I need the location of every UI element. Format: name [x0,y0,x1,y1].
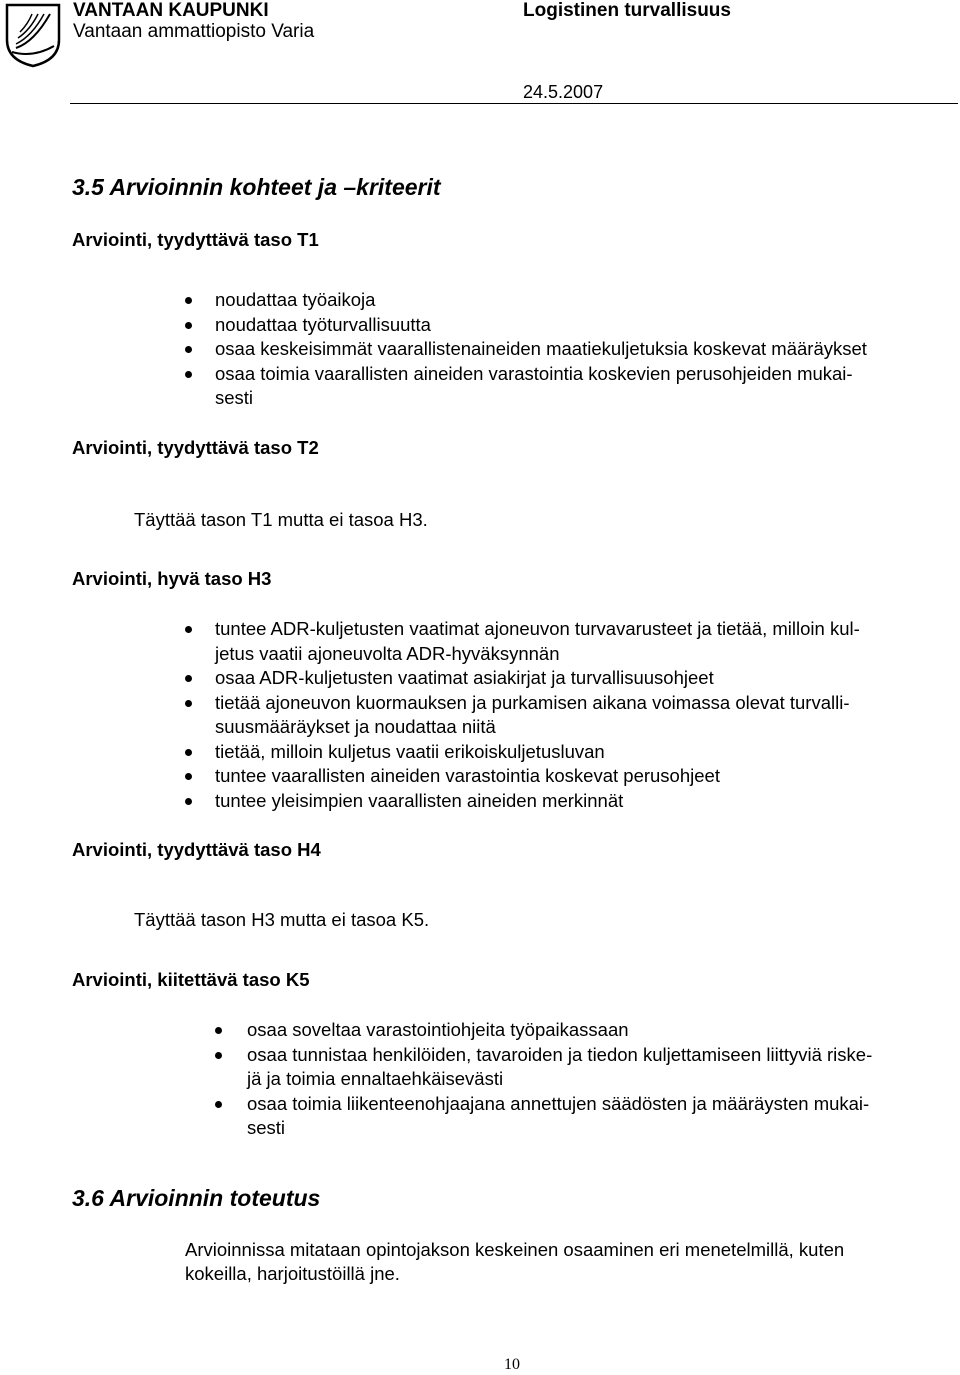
list-item: tuntee ADR-kuljetusten vaatimat ajoneuvon turvavarusteet ja tietää, milloin kul- jetus vaatii ajoneuvolta ADR-hyväksynnän [215,617,955,666]
list-item: osaa soveltaa varastointiohjeita työpaikassaan [247,1018,955,1043]
bullet-icon [185,749,192,756]
bullet-icon [185,297,192,304]
t1-heading: Arviointi, tyydyttävä taso T1 [72,229,319,250]
list-item: osaa toimia liikenteenohjaajana annettujen säädösten ja määräysten mukai- sesti [247,1092,955,1141]
bullet-icon [185,346,192,353]
h3-list [215,617,955,813]
bullet-icon [185,700,192,707]
k5-heading: Arviointi, kiitettävä taso K5 [72,969,310,990]
k5-list [247,1018,955,1141]
document-title: Logistinen turvallisuus [523,0,731,21]
page-number: 10 [504,1356,520,1373]
list-item: tietää ajoneuvon kuormauksen ja purkamisen aikana voimassa olevat turvalli- suusmääräykset ja noudattaa niitä [215,691,955,740]
list-item: noudattaa työaikoja [215,288,955,313]
section-3-6-text: Arvioinnissa mitataan opintojakson keskeinen osaaminen eri menetelmillä, kuten kokeilla, harjoitustöillä jne. [185,1239,845,1284]
section-heading-3-6: 3.6 Arvioinnin toteutus [72,1185,321,1211]
vantaa-crest-icon [4,2,62,68]
h4-heading: Arviointi, tyydyttävä taso H4 [72,839,321,860]
list-item: osaa tunnistaa henkilöiden, tavaroiden ja tiedon kuljettamiseen liittyviä riske- jä ja toimia ennaltaehkäisevästi [247,1043,955,1092]
bullet-icon [185,675,192,682]
bullet-icon [185,773,192,780]
t1-list [215,288,955,411]
list-item: tuntee yleisimpien vaarallisten aineiden merkinnät [215,789,955,814]
bullet-icon [215,1027,222,1034]
document-date: 24.5.2007 [523,82,604,102]
list-item: osaa toimia vaarallisten aineiden varastointia koskevien perusohjeiden mukai- sesti [215,362,955,411]
bullet-icon [185,371,192,378]
list-item: tietää, milloin kuljetus vaatii erikoiskuljetusluvan [215,740,955,765]
bullet-icon [185,322,192,329]
list-item: osaa keskeisimmät vaarallistenaineiden maatiekuljetuksia koskevat määräykset [215,337,955,362]
list-item: osaa ADR-kuljetusten vaatimat asiakirjat ja turvallisuusohjeet [215,666,955,691]
h3-heading: Arviointi, hyvä taso H3 [72,568,272,589]
t2-text: Täyttää tason T1 mutta ei tasoa H3. [134,509,428,530]
list-item: tuntee vaarallisten aineiden varastointia koskevat perusohjeet [215,764,955,789]
section-heading-3-5: 3.5 Arvioinnin kohteet ja –kriteerit [72,174,441,200]
t2-heading: Arviointi, tyydyttävä taso T2 [72,437,319,458]
school-name: Vantaan ammattiopisto Varia [73,21,315,42]
bullet-icon [185,798,192,805]
bullet-icon [185,626,192,633]
bullet-icon [215,1052,222,1059]
header-divider [70,103,958,104]
list-item: noudattaa työturvallisuutta [215,313,955,338]
bullet-icon [215,1101,222,1108]
h4-text: Täyttää tason H3 mutta ei tasoa K5. [134,909,430,930]
organization-name: VANTAAN KAUPUNKI [73,0,269,21]
